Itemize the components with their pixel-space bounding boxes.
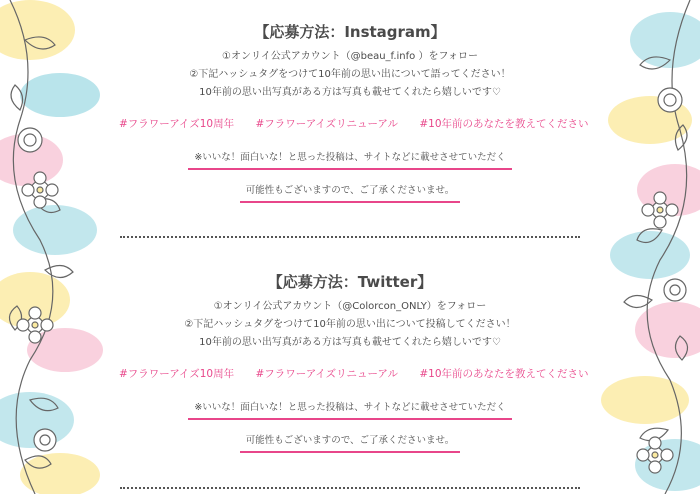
hashtag[interactable]: #フラワーアイズ10周年 — [119, 368, 235, 380]
instagram-step-3: 10年前の思い出写真がある方は写真も載せてくれたら嬉しいです♡ — [199, 87, 501, 98]
twitter-step-2: ②下記ハッシュタグをつけて10年前の思い出について投稿してください！ — [184, 319, 516, 330]
hashtag[interactable]: #10年前のあなたを教えてください — [419, 368, 589, 380]
floral-border-icon — [0, 0, 110, 494]
instagram-step-2: ②下記ハッシュタグをつけて10年前の思い出について語ってください！ — [189, 69, 511, 80]
twitter-hashtags — [110, 366, 590, 382]
instagram-hashtags — [110, 116, 590, 132]
instagram-note-2: 可能性もございますので、ご了承くださいませ。 — [240, 183, 461, 203]
twitter-heading: 【応募方法：Twitter】 — [267, 273, 433, 291]
twitter-step-3: 10年前の思い出写真がある方は写真も載せてくれたら嬉しいです♡ — [199, 337, 501, 348]
instagram-note-1: ※いいな！面白いな！と思った投稿は、サイトなどに載せさせていただく — [188, 150, 511, 170]
twitter-note-2: 可能性もございますので、ご了承くださいませ。 — [240, 433, 461, 453]
dotted-divider — [120, 487, 580, 489]
hashtag[interactable]: #フラワーアイズリニューアル — [255, 118, 399, 130]
hashtag[interactable]: #フラワーアイズリニューアル — [255, 368, 399, 380]
main-content — [110, 0, 590, 494]
floral-border-icon — [590, 0, 700, 494]
twitter-section — [110, 272, 590, 461]
floral-border-right — [590, 0, 700, 494]
instagram-step-1: ①オンリイ公式アカウント（@beau_f.info ）をフォロー — [222, 51, 478, 62]
floral-border-left — [0, 0, 110, 494]
instagram-heading: 【応募方法：Instagram】 — [254, 23, 446, 41]
instagram-section — [110, 22, 590, 211]
twitter-notes — [110, 395, 590, 461]
dotted-divider — [120, 236, 580, 238]
hashtag[interactable]: #10年前のあなたを教えてください — [419, 118, 589, 130]
hashtag[interactable]: #フラワーアイズ10周年 — [119, 118, 235, 130]
twitter-step-1: ①オンリイ公式アカウント（@Colorcon_ONLY）をフォロー — [213, 301, 487, 312]
instagram-notes — [110, 145, 590, 211]
twitter-note-1: ※いいな！面白いな！と思った投稿は、サイトなどに載せさせていただく — [188, 400, 511, 420]
